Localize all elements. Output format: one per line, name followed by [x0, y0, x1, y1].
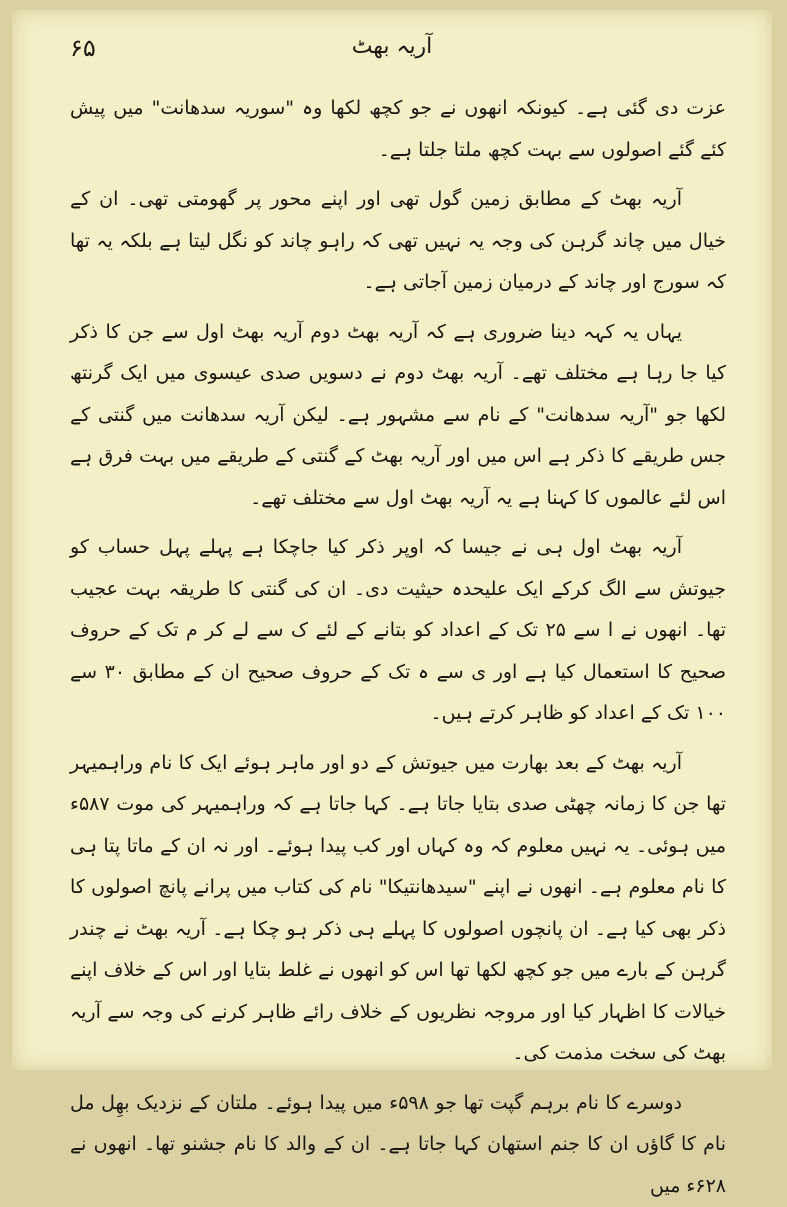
paragraph-5: آریہ بھٹ کے بعد بھارت میں جیوتش کے دو اور ماہر ہوئے ایک کا نام وراہمیہر تھا جن کا زمانہ چھٹی صدی بتایا جاتا ہے۔ کہا جاتا ہے کہ وراہمیہر کی موت ۵۸۷ء میں ہوئی۔ یہ نہیں معلوم کہ وہ کہاں اور کب پیدا ہوئے۔ اور نہ ان کے ماتا پتا ہی کا نام معلوم ہے۔ انھوں نے اپنے "سیدھانتیکا" نام کی کتاب میں پرانے پانچ اصولوں کا ذکر بھی کیا ہے۔ ان پانچوں اصولوں کا پہلے ہی ذکر ہو چکا ہے۔ آریہ بھٹ نے چندر گرہن کے بارے میں جو کچھ لکھا تھا اس کو انھوں نے غلط بتایا اور اس کے خلاف اپنے خیالات کا اظہار کیا اور مروجہ نظریوں کے خلاف رائے ظاہر کرنے کی وجہ سے آریہ بھٹ کی سخت مذمت کی۔: [70, 743, 726, 1075]
page-number: ۶۵: [70, 34, 96, 62]
running-title: آریہ بھٹ: [312, 34, 472, 59]
book-page: [12, 10, 772, 1070]
page-body: [70, 88, 726, 1058]
paragraph-1: عزت دی گئی ہے۔ کیونکہ انھوں نے جو کچھ لکھا وہ "سوریہ سدھانت" میں پیش کئے گئے اصولوں سے بہت کچھ ملتا جلتا ہے۔: [70, 88, 726, 171]
paragraph-4: آریہ بھٹ اول ہی نے جیسا کہ اوپر ذکر کیا جاچکا ہے پہلے پہل حساب کو جیوتش سے الگ کرکے ایک علیحدہ حیثیت دی۔ ان کی گنتی کا طریقہ بہت عجیب تھا۔ انھوں نے ا سے ۲۵ تک کے اعداد کو بتانے کے لئے ک سے لے کر م تک کے حروف صحیح کا استعمال کیا ہے اور ی سے ہ تک کے حروف صحیح ان کے مطابق ۳۰ سے ۱۰۰ تک کے اعداد کو ظاہر کرتے ہیں۔: [70, 527, 726, 735]
paragraph-6: دوسرے کا نام برہم گپت تھا جو ۵۹۸ء میں پیدا ہوئے۔ ملتان کے نزدیک بھِل مل نام کا گاؤں ان کا جنم استھان کہا جاتا ہے۔ ان کے والد کا نام جشنو تھا۔ انھوں نے ۶۲۸ء میں: [70, 1083, 726, 1207]
paragraph-2: آریہ بھٹ کے مطابق زمین گول تھی اور اپنے محور پر گھومتی تھی۔ ان کے خیال میں چاند گرہن کی وجہ یہ نہیں تھی کہ راہو چاند کو نگل لیتا ہے بلکہ یہ تھا کہ سورج اور چاند کے درمیان زمین آجاتی ہے۔: [70, 179, 726, 304]
page-header: [12, 28, 772, 78]
paragraph-3: یہاں یہ کہہ دینا ضروری ہے کہ آریہ بھٹ دوم آریہ بھٹ اول سے جن کا ذکر کیا جا رہا ہے مختلف تھے۔ آریہ بھٹ دوم نے دسویں صدی عیسوی میں ایک گرنتھ لکھا جو "آریہ سدھانت" کے نام سے مشہور ہے۔ لیکن آریہ سدھانت میں گنتی کے جس طریقے کا ذکر ہے اس میں اور آریہ بھٹ کے گنتی کے طریقے میں بہت فرق ہے اس لئے عالموں کا کہنا ہے یہ آریہ بھٹ اول سے مختلف تھے۔: [70, 312, 726, 520]
